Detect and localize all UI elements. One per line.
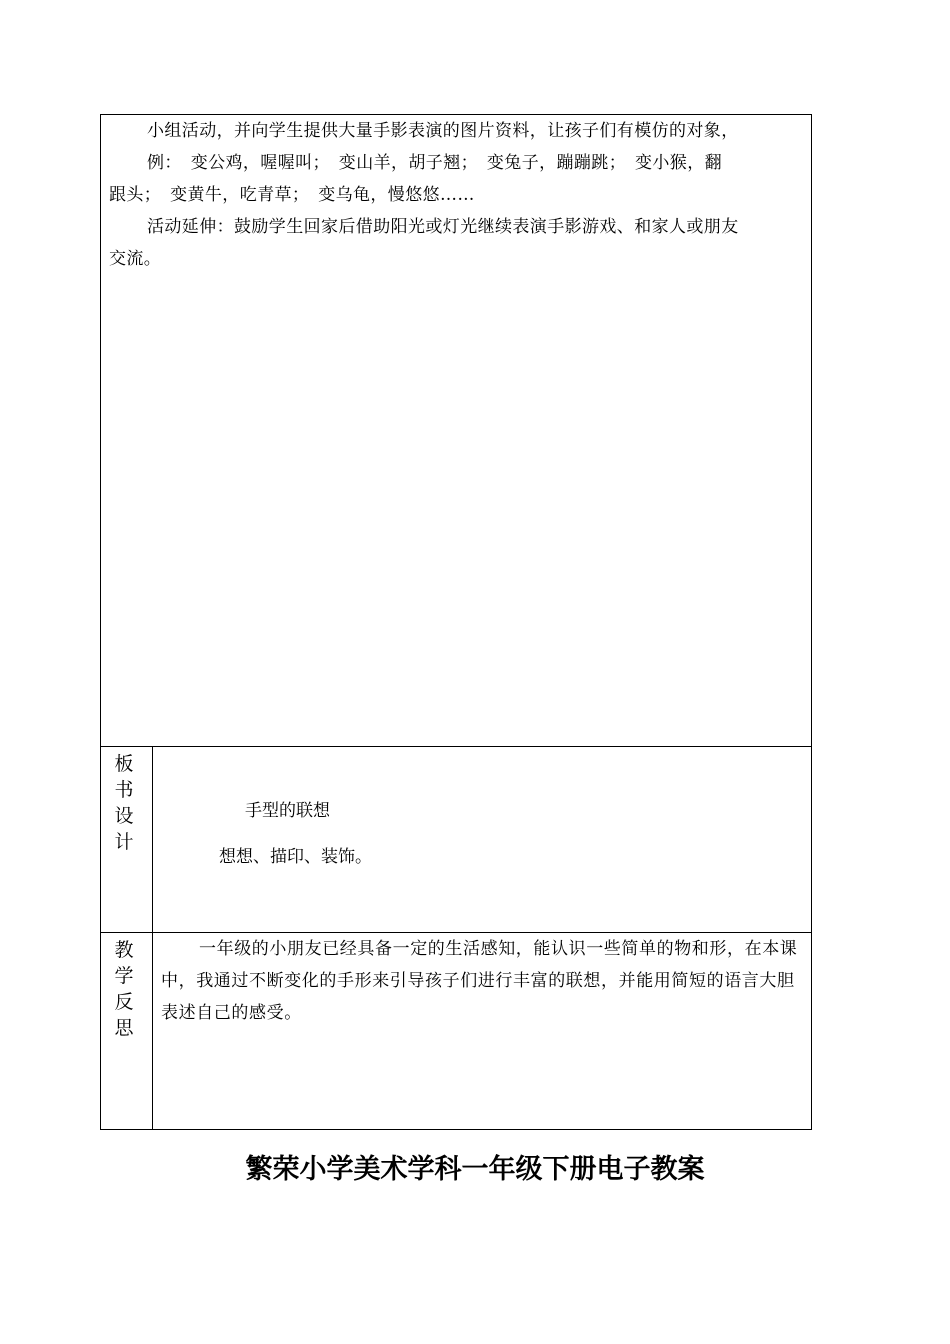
activity-line-examples-cont: 跟头； 变黄牛，吃青草； 变乌龟，慢悠悠…… [109,185,475,205]
activity-line-extension: 活动延伸：鼓励学生回家后借助阳光或灯光继续表演手影游戏、和家人或朋友 [147,217,739,237]
reflection-content [153,933,811,1129]
board-design-label: 板书设计 [114,753,134,853]
board-design-label-cell [101,747,153,932]
lesson-plan-table [100,114,812,1130]
activity-line-examples: 例： 变公鸡，喔喔叫； 变山羊，胡子翘； 变兔子，蹦蹦跳； 变小猴，翻 [147,153,722,173]
reflection-label-cell [101,933,153,1129]
activity-line-group-work: 小组活动，并向学生提供大量手影表演的图片资料，让孩子们有模仿的对象， [147,121,739,141]
reflection-label: 教学反思 [114,939,134,1039]
board-design-content [153,747,811,932]
reflection-text: 一年级的小朋友已经具备一定的生活感知，能认识一些简单的物和形，在本课中，我通过不断变化的手形来引导孩子们进行丰富的联想，并能用简短的语言大胆表述自己的感受。 [161,939,798,1023]
document-title: 繁荣小学美术学科一年级下册电子教案 [245,1154,705,1185]
activity-line-extension-cont: 交流。 [109,249,162,269]
board-design-row [101,747,811,933]
board-design-subtitle: 想想、描印、装饰。 [219,847,372,867]
reflection-row [101,933,811,1129]
board-design-title: 手型的联想 [245,801,330,821]
activity-cell [101,115,811,747]
